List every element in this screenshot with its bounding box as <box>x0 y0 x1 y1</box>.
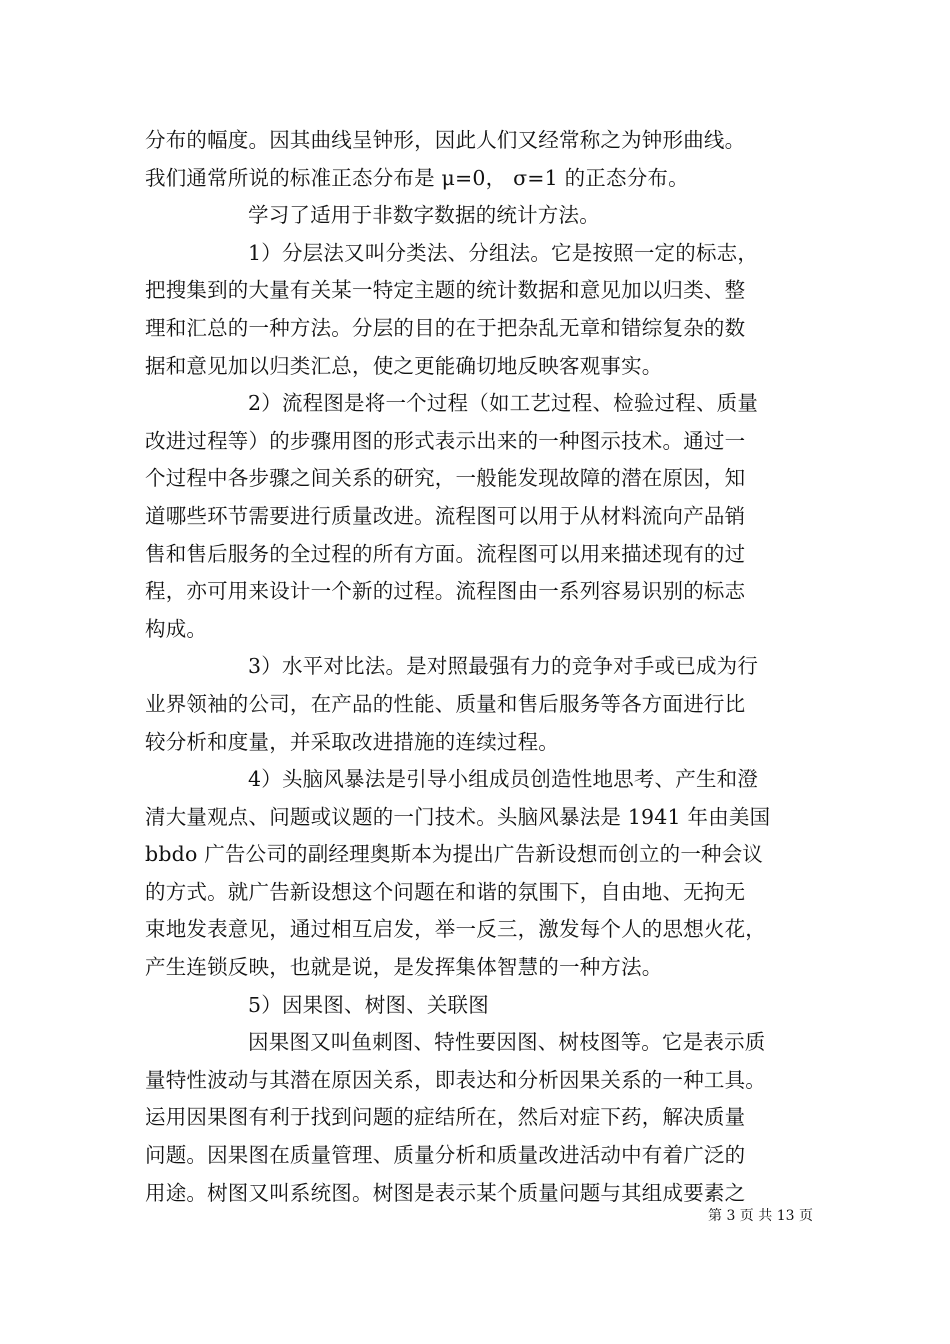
text-line: 较分析和度量，并采取改进措施的连续过程。 <box>145 729 559 754</box>
body-text <box>145 122 817 1212</box>
text-line: 5）因果图、树图、关联图 <box>248 992 489 1017</box>
text-line: 把搜集到的大量有关某一特定主题的统计数据和意见加以归类、整 <box>145 278 746 303</box>
text-line: bbdo 广告公司的副经理奥斯本为提出广告新设想而创立的一种会议 <box>145 842 764 867</box>
text-line: 程，亦可用来设计一个新的过程。流程图由一系列容易识别的标志 <box>145 579 746 604</box>
text-line: 道哪些环节需要进行质量改进。流程图可以用于从材料流向产品销 <box>145 503 746 528</box>
text-line: 运用因果图有利于找到问题的症结所在，然后对症下药，解决质量 <box>145 1105 746 1130</box>
text-line: 量特性波动与其潜在原因关系，即表达和分析因果关系的一种工具。 <box>145 1067 766 1092</box>
text-line: 售和售后服务的全过程的所有方面。流程图可以用来描述现有的过 <box>145 541 746 566</box>
text-line: 3）水平对比法。是对照最强有力的竞争对手或已成为行 <box>248 654 759 679</box>
text-line: 1）分层法又叫分类法、分组法。它是按照一定的标志， <box>248 240 759 265</box>
text-line: 产生连锁反映，也就是说，是发挥集体智慧的一种方法。 <box>145 955 663 980</box>
text-line: 束地发表意见，通过相互启发，举一反三，激发每个人的思想火花， <box>145 917 766 942</box>
text-line: 构成。 <box>145 616 208 641</box>
text-line: 用途。树图又叫系统图。树图是表示某个质量问题与其组成要素之 <box>145 1180 746 1205</box>
text-line: 清大量观点、问题或议题的一门技术。头脑风暴法是 1941 年由美国 <box>145 804 771 829</box>
text-line: 的方式。就广告新设想这个问题在和谐的氛围下，自由地、无拘无 <box>145 879 746 904</box>
text-line: 我们通常所说的标准正态分布是 μ=0， σ=1 的正态分布。 <box>145 165 689 190</box>
text-line: 因果图又叫鱼刺图、特性要因图、树枝图等。它是表示质 <box>248 1030 766 1055</box>
text-line: 理和汇总的一种方法。分层的目的在于把杂乱无章和错综复杂的数 <box>145 315 746 340</box>
text-line: 2）流程图是将一个过程（如工艺过程、检验过程、质量 <box>248 391 759 416</box>
text-line: 业界领袖的公司，在产品的性能、质量和售后服务等各方面进行比 <box>145 691 746 716</box>
text-line: 问题。因果图在质量管理、质量分析和质量改进活动中有着广泛的 <box>145 1143 746 1168</box>
text-line: 分布的幅度。因其曲线呈钟形，因此人们又经常称之为钟形曲线。 <box>145 128 746 152</box>
text-line: 学习了适用于非数字数据的统计方法。 <box>248 203 600 228</box>
page-number: 第 3 页 共 13 页 <box>708 1208 813 1224</box>
text-line: 据和意见加以归类汇总，使之更能确切地反映客观事实。 <box>145 353 663 378</box>
text-line: 个过程中各步骤之间关系的研究，一般能发现故障的潜在原因，知 <box>145 466 746 491</box>
text-line: 改进过程等）的步骤用图的形式表示出来的一种图示技术。通过一 <box>145 428 746 453</box>
text-line: 4）头脑风暴法是引导小组成员创造性地思考、产生和澄 <box>248 767 759 792</box>
